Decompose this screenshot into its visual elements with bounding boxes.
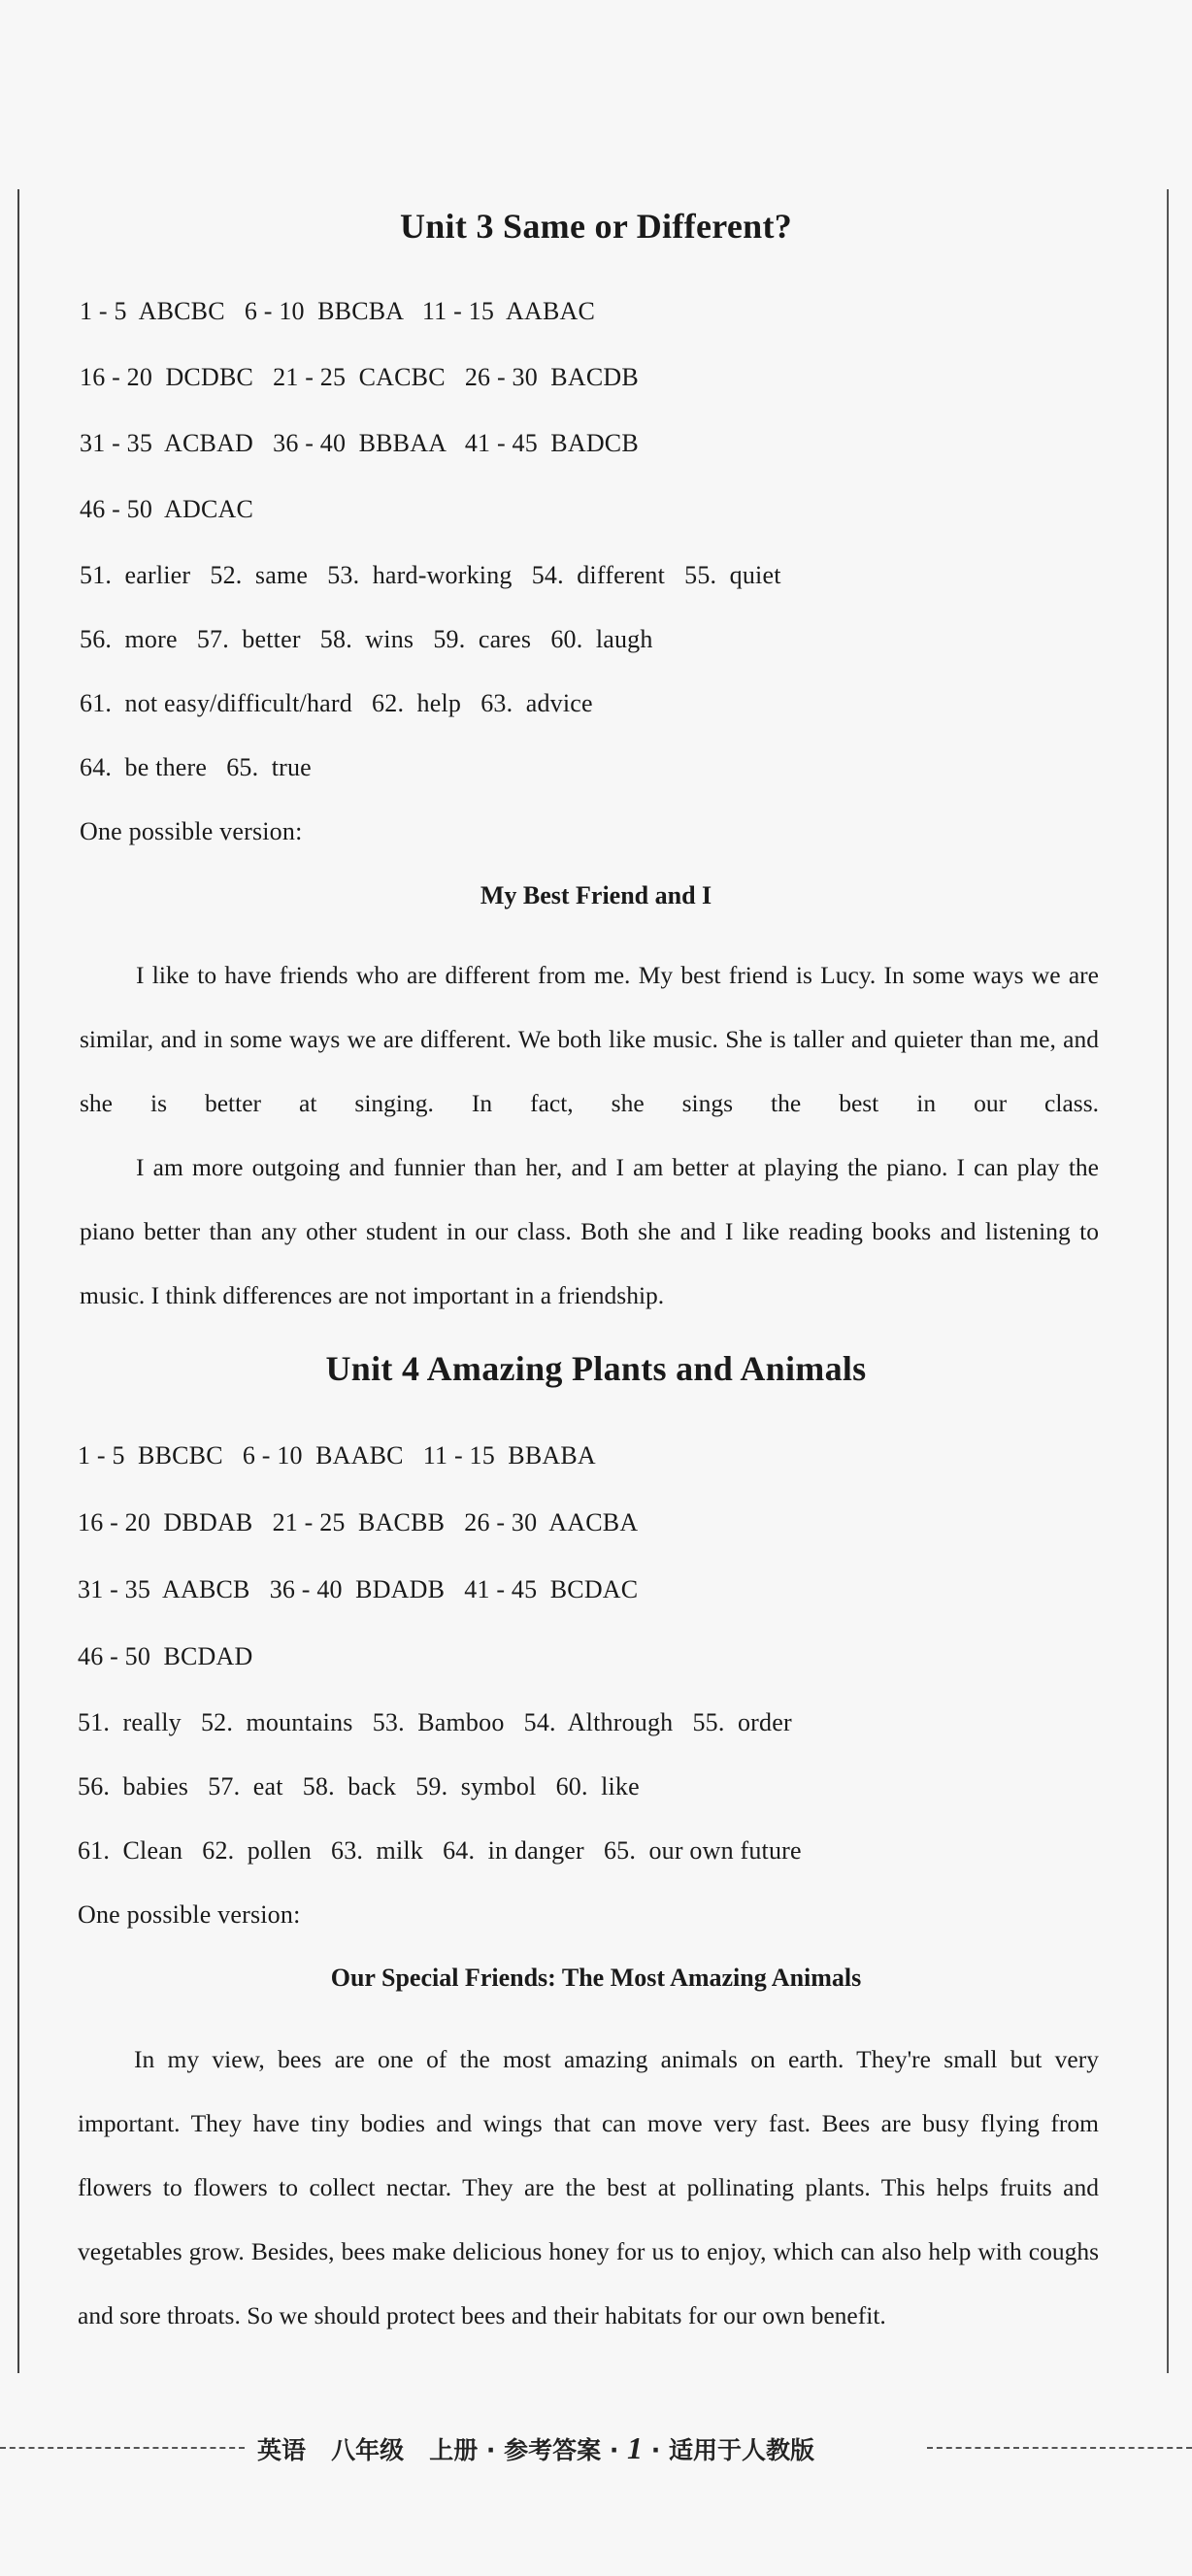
- page-number: 1: [627, 2430, 644, 2465]
- unit4-title: Unit 4 Amazing Plants and Animals: [325, 1349, 867, 1388]
- unit3-essay-title: My Best Friend and I: [480, 881, 712, 909]
- footer-dashed-rule-left: [0, 2447, 245, 2449]
- page-footer: [0, 2427, 1192, 2465]
- unit3-title: Unit 3 Same or Different?: [399, 207, 793, 246]
- unit4-answer-line: 61. Clean 62. pollen 63. milk 64. in danger 65. our own future: [78, 1836, 802, 1865]
- footer-text: [257, 2430, 814, 2466]
- unit4-answer-line: 46 - 50 BCDAD: [78, 1642, 253, 1670]
- footer-dashed-rule-right: [927, 2447, 1192, 2449]
- unit3-answer-line: 61. not easy/difficult/hard 62. help 63. advice: [80, 689, 593, 717]
- left-border-line: [17, 189, 19, 2373]
- unit4-answer-line: 56. babies 57. eat 58. back 59. symbol 60. like: [78, 1772, 640, 1800]
- footer-subject: 英语 八年级 上册 · 参考答案 ·: [257, 2436, 628, 2464]
- unit3-essay-paragraph: I like to have friends who are different from me. My best friend is Lucy. In some ways we are similar, and in some ways we are different. We both like music. She is taller and quieter than me, and she is better at singing. In fact, she sings the best in our class.: [80, 961, 1099, 1117]
- unit3-essay-paragraph: I am more outgoing and funnier than her, and I am better at playing the piano. I can play the piano better than any other student in our class. Both she and I like reading books and listening to music. I think differences are not important in a friendship.: [80, 1153, 1099, 1309]
- unit4-essay-title: Our Special Friends: The Most Amazing Animals: [330, 1964, 862, 1992]
- unit3-answer-line: 16 - 20 DCDBC 21 - 25 CACBC 26 - 30 BACDB: [80, 363, 639, 391]
- unit4-answer-line: 31 - 35 AABCB 36 - 40 BDADB 41 - 45 BCDAC: [78, 1575, 639, 1603]
- unit3-version-label: One possible version:: [80, 817, 303, 845]
- unit3-answer-line: 1 - 5 ABCBC 6 - 10 BBCBA 11 - 15 AABAC: [80, 297, 596, 325]
- unit4-answer-line: 51. really 52. mountains 53. Bamboo 54. Althrough 55. order: [78, 1708, 792, 1736]
- unit4-answer-line: 1 - 5 BBCBC 6 - 10 BAABC 11 - 15 BBABA: [78, 1441, 596, 1470]
- unit4-essay-paragraph: In my view, bees are one of the most amazing animals on earth. They're small but very important. They have tiny bodies and wings that can move very fast. Bees are busy flying from flowers to flowers to collect nectar. They are the best at pollinating plants. This helps fruits and vegetables grow. Besides, bees make delicious honey for us to enjoy, which can also help with coughs and sore throats. So we should protect bees and their habitats for our own benefit.: [78, 2045, 1099, 2329]
- unit3-answer-line: 31 - 35 ACBAD 36 - 40 BBBAA 41 - 45 BADCB: [80, 429, 639, 457]
- footer-edition: · 适用于人教版: [643, 2436, 814, 2464]
- unit4-answer-line: 16 - 20 DBDAB 21 - 25 BACBB 26 - 30 AACBA: [78, 1508, 639, 1536]
- unit3-answer-line: 56. more 57. better 58. wins 59. cares 60. laugh: [80, 625, 653, 653]
- right-border-line: [1167, 189, 1169, 2373]
- unit3-answer-line: 51. earlier 52. same 53. hard-working 54. different 55. quiet: [80, 561, 781, 589]
- unit3-answer-line: 64. be there 65. true: [80, 753, 312, 781]
- unit4-version-label: One possible version:: [78, 1900, 301, 1929]
- unit3-answer-line: 46 - 50 ADCAC: [80, 495, 254, 523]
